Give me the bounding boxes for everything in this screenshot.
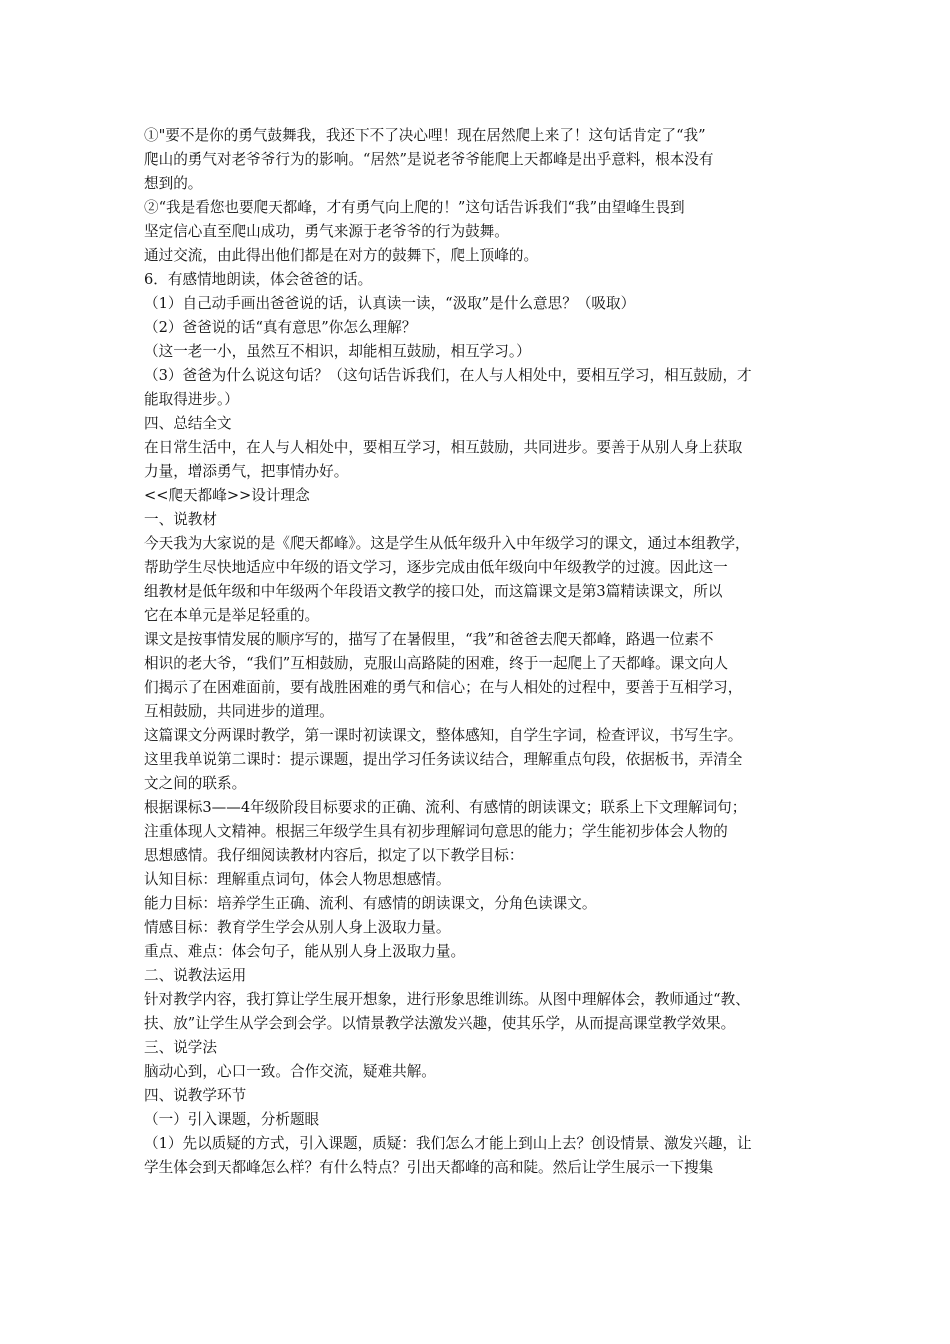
text-line: 力量，增添勇气，把事情办好。 <box>144 463 349 480</box>
document-subtitle: <<爬天都峰>>设计理念 <box>144 487 310 504</box>
text-line: （1）自己动手画出爸爸说的话，认真读一读，“汲取”是什么意思？（吸取） <box>144 295 636 312</box>
text-line: 互相鼓励，共同进步的道理。 <box>144 703 334 720</box>
text-line: （3）爸爸为什么说这句话？（这句话告诉我们，在人与人相处中，要相互学习，相互鼓励，才 <box>144 367 752 384</box>
text-line: 通过交流，由此得出他们都是在对方的鼓舞下，爬上顶峰的。 <box>144 247 539 264</box>
text-line: 认知目标：理解重点词句，体会人物思想感情。 <box>144 871 451 888</box>
text-line: 文之间的联系。 <box>144 775 247 792</box>
text-line: 思想感情。我仔细阅读教材内容后，拟定了以下教学目标： <box>144 847 524 864</box>
text-line: 们揭示了在困难面前，要有战胜困难的勇气和信心；在与人相处的过程中，要善于互相学习， <box>144 679 743 696</box>
text-line: 课文是按事情发展的顺序写的，描写了在暑假里，“我”和爸爸去爬天都峰，路遇一位素不 <box>144 631 714 648</box>
text-line: 能力目标：培养学生正确、流利、有感情的朗读课文，分角色读课文。 <box>144 895 597 912</box>
text-line: 这里我单说第二课时：提示课题，提出学习任务读议结合，理解重点句段，依据板书，弄清全 <box>144 751 743 768</box>
text-line: 这篇课文分两课时教学，第一课时初读课文，整体感知，自学生字词，检查评议，书写生字。 <box>144 727 743 744</box>
text-line: （1）先以质疑的方式，引入课题，质疑：我们怎么才能上到山上去？创设情景、激发兴趣，让 <box>144 1135 752 1152</box>
text-line: 能取得进步。） <box>144 391 239 408</box>
text-line: 针对教学内容，我打算让学生展开想象，进行形象思维训练。从图中理解体会，教师通过“教、 <box>144 991 750 1008</box>
text-line: 脑动心到，心口一致。合作交流，疑难共解。 <box>144 1063 436 1080</box>
text-line: 爬山的勇气对老爷爷行为的影响。“居然”是说老爷爷能爬上天都峰是出乎意料，根本没有 <box>144 151 714 168</box>
text-line: 在日常生活中，在人与人相处中，要相互学习，相互鼓励，共同进步。要善于从别人身上获取 <box>144 439 743 456</box>
section-heading: 四、总结全文 <box>144 415 232 432</box>
text-line: ②“我是看您也要爬天都峰，才有勇气向上爬的！”这句话告诉我们“我”由望峰生畏到 <box>144 199 685 216</box>
text-line: （这一老一小，虽然互不相识，却能相互鼓励，相互学习。） <box>144 343 531 360</box>
text-line: ①"要不是你的勇气鼓舞我，我还下不了决心哩！现在居然爬上来了！这句话肯定了“我” <box>144 127 706 144</box>
text-line: 它在本单元是举足轻重的。 <box>144 607 320 624</box>
text-line: 帮助学生尽快地适应中年级的语文学习，逐步完成由低年级向中年级教学的过渡。因此这一 <box>144 559 728 576</box>
section-heading: 6．有感情地朗读，体会爸爸的话。 <box>144 271 373 288</box>
text-line: 情感目标：教育学生学会从别人身上汲取力量。 <box>144 919 451 936</box>
text-line: 坚定信心直至爬山成功，勇气来源于老爷爷的行为鼓舞。 <box>144 223 509 240</box>
text-line: 根据课标3——4年级阶段目标要求的正确、流利、有感情的朗读课文；联系上下文理解词句； <box>144 799 747 816</box>
section-heading: 二、说教法运用 <box>144 967 247 984</box>
section-heading: 四、说教学环节 <box>144 1087 247 1104</box>
section-heading: 三、说学法 <box>144 1039 217 1056</box>
text-line: 注重体现人文精神。根据三年级学生具有初步理解词句意思的能力；学生能初步体会人物的 <box>144 823 728 840</box>
text-line: 学生体会到天都峰怎么样？有什么特点？引出天都峰的高和陡。然后让学生展示一下搜集 <box>144 1159 714 1176</box>
text-line: 今天我为大家说的是《爬天都峰》。这是学生从低年级升入中年级学习的课文，通过本组教学， <box>144 535 750 552</box>
section-heading: 一、说教材 <box>144 511 217 528</box>
text-line: 扶、放”让学生从学会到会学。以情景教学法激发兴趣，使其乐学，从而提高课堂教学效果。 <box>144 1015 736 1032</box>
document-page <box>144 124 812 1180</box>
subsection-heading: （一）引入课题，分析题眼 <box>144 1111 320 1128</box>
text-line: 想到的。 <box>144 175 203 192</box>
text-line: 相识的老大爷，“我们”互相鼓励，克服山高路陡的困难，终于一起爬上了天都峰。课文向人 <box>144 655 729 672</box>
text-line: 重点、难点：体会句子，能从别人身上汲取力量。 <box>144 943 466 960</box>
text-line: 组教材是低年级和中年级两个年段语文教学的接口处，而这篇课文是第3篇精读课文，所以 <box>144 583 723 600</box>
text-line: （2）爸爸说的话“真有意思”你怎么理解？ <box>144 319 417 336</box>
